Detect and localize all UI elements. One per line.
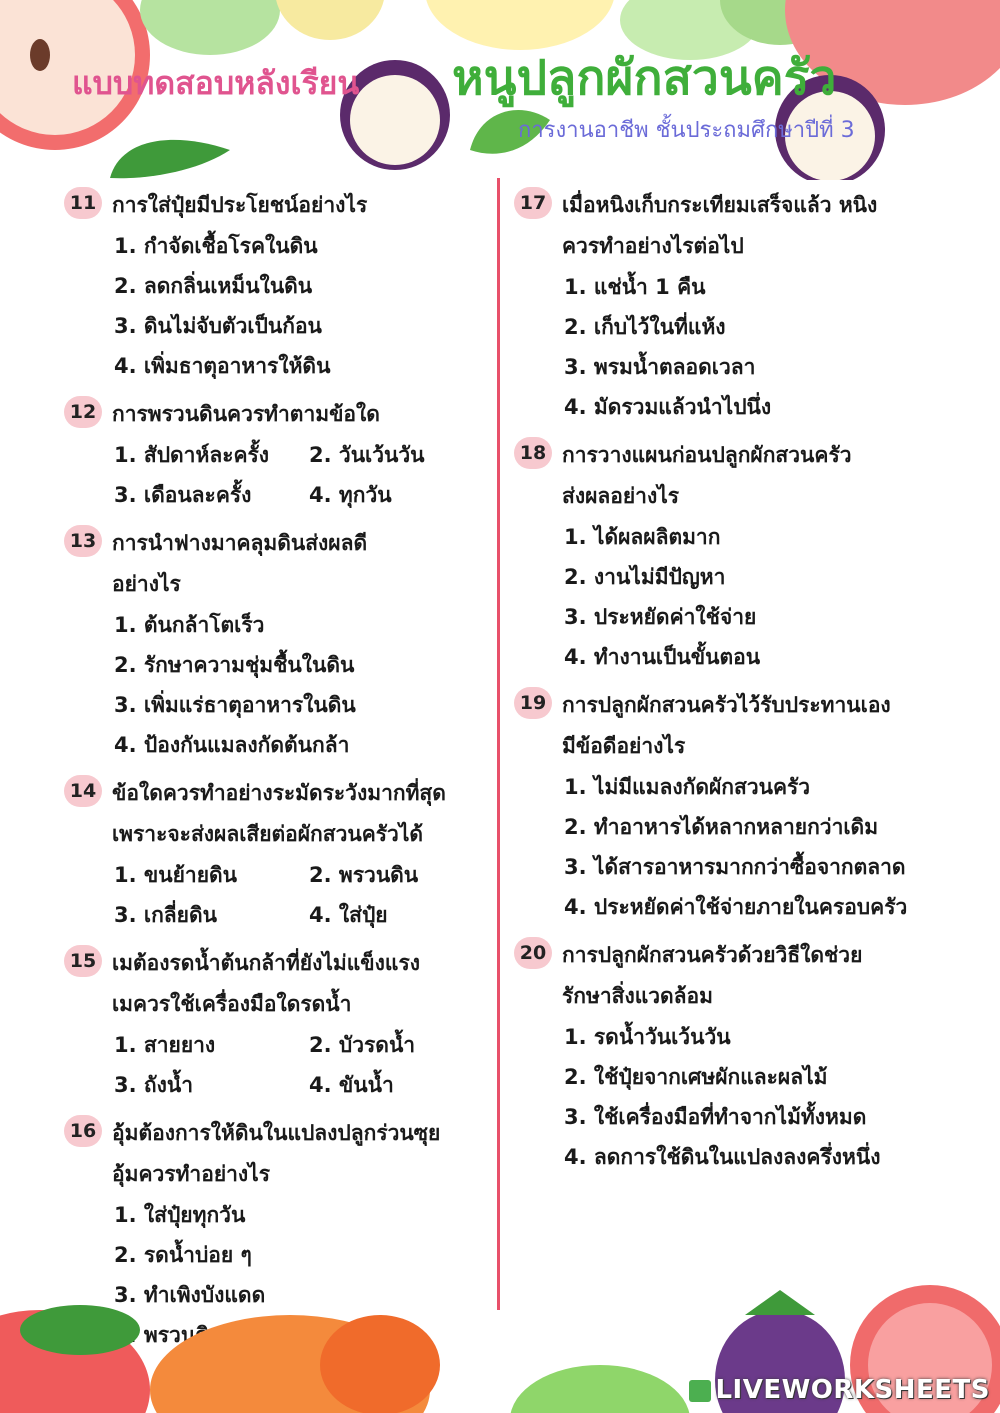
answer-option[interactable]: 3. ทำเพิงบังแดด <box>114 1283 266 1307</box>
question-text-line: อุ้มควรทำอย่างไร <box>112 1162 271 1186</box>
question-text-line: รักษาสิ่งแวดล้อม <box>562 984 713 1008</box>
question-text-line: อย่างไร <box>112 572 181 596</box>
leaf-icon <box>110 140 230 178</box>
question-12 <box>64 394 489 515</box>
answer-option[interactable]: 3. เพิ่มแร่ธาตุอาหารในดิน <box>114 693 356 717</box>
answer-option[interactable]: 2. ใช้ปุ๋ยจากเศษผักและผลไม้ <box>564 1065 828 1089</box>
question-text-line: เมต้องรดน้ำต้นกล้าที่ยังไม่แข็งแรง <box>112 951 420 975</box>
answer-option[interactable]: 1. สัปดาห์ละครั้ง <box>114 443 270 467</box>
answer-option[interactable]: 2. วันเว้นวัน <box>309 443 425 467</box>
question-text-line: มีข้อดีอย่างไร <box>562 734 686 758</box>
answer-option[interactable]: 1. ใส่ปุ๋ยทุกวัน <box>114 1203 246 1227</box>
answer-option[interactable]: 4. ประหยัดค่าใช้จ่ายภายในครอบครัว <box>564 895 908 919</box>
cabbage-icon <box>140 0 280 55</box>
answer-options <box>114 435 489 515</box>
question-14 <box>64 773 489 935</box>
question-15 <box>64 943 489 1105</box>
question-number-badge: 17 <box>514 187 552 219</box>
question-text <box>562 185 877 267</box>
question-text <box>562 435 852 517</box>
answer-options <box>564 517 944 677</box>
question-text-line: การวางแผนก่อนปลูกผักสวนครัว <box>562 443 852 467</box>
question-number-badge: 11 <box>64 187 102 219</box>
answer-option[interactable]: 2. เก็บไว้ในที่แห้ง <box>564 315 726 339</box>
question-number-badge: 19 <box>514 687 552 719</box>
answer-option[interactable]: 4. ทำงานเป็นขั้นตอน <box>564 645 761 669</box>
answer-option[interactable]: 3. ดินไม่จับตัวเป็นก้อน <box>114 314 322 338</box>
answer-option[interactable]: 4. มัดรวมแล้วนำไปนึ่ง <box>564 395 772 419</box>
melon-icon <box>510 1365 690 1413</box>
question-text-line: ข้อใดควรทำอย่างระมัดระวังมากที่สุด <box>112 781 446 805</box>
answer-option[interactable]: 1. ต้นกล้าโตเร็ว <box>114 613 265 637</box>
answer-option[interactable]: 4. ทุกวัน <box>309 483 392 507</box>
answer-option[interactable]: 1. ได้ผลผลิตมาก <box>564 525 721 549</box>
answer-options <box>564 1017 944 1177</box>
title-left: แบบทดสอบหลังเรียน <box>72 64 360 102</box>
answer-option[interactable]: 4. ใส่ปุ๋ย <box>309 903 388 927</box>
answer-option[interactable]: 3. ถังน้ำ <box>114 1073 194 1097</box>
answer-option[interactable]: 2. ทำอาหารได้หลากหลายกว่าเดิม <box>564 815 879 839</box>
answer-option[interactable]: 4. ป้องกันแมลงกัดต้นกล้า <box>114 733 350 757</box>
answer-option[interactable]: 2. รักษาความชุ่มชื้นในดิน <box>114 653 355 677</box>
question-number-badge: 20 <box>514 937 552 969</box>
answer-option[interactable]: 2. งานไม่มีปัญหา <box>564 565 726 589</box>
question-text <box>562 685 891 767</box>
answer-option[interactable]: 1. ขนย้ายดิน <box>114 863 238 887</box>
answer-option[interactable]: 1. ไม่มีแมลงกัดผักสวนครัว <box>564 775 811 799</box>
question-text-line: เพราะจะส่งผลเสียต่อผักสวนครัวได้ <box>112 822 424 846</box>
answer-option[interactable]: 2. รดน้ำบ่อย ๆ <box>114 1243 252 1267</box>
answer-option[interactable]: 4. ลดการใช้ดินในแปลงลงครึ่งหนึ่ง <box>564 1145 881 1169</box>
question-number-badge: 16 <box>64 1115 102 1147</box>
question-text <box>112 943 420 1025</box>
question-17 <box>514 185 944 427</box>
answer-option[interactable]: 4. เพิ่มธาตุอาหารให้ดิน <box>114 354 331 378</box>
question-column-left <box>64 185 489 1363</box>
answer-option[interactable]: 3. พรมน้ำตลอดเวลา <box>564 355 756 379</box>
question-text-line: การปลูกผักสวนครัวด้วยวิธีใดช่วย <box>562 943 863 967</box>
question-text <box>562 935 862 1017</box>
answer-option[interactable]: 3. เดือนละครั้ง <box>114 483 252 507</box>
answer-option[interactable]: 1. กำจัดเชื้อโรคในดิน <box>114 234 318 258</box>
answer-option[interactable]: 3. เกลี่ยดิน <box>114 903 217 927</box>
question-text-line: การใส่ปุ๋ยมีประโยชน์อย่างไร <box>112 193 368 217</box>
answer-options <box>564 267 944 427</box>
question-number-badge: 15 <box>64 945 102 977</box>
question-number-badge: 18 <box>514 437 552 469</box>
question-text-line: เมควรใช้เครื่องมือใดรดน้ำ <box>112 992 352 1016</box>
question-text-line: ควรทำอย่างไรต่อไป <box>562 234 744 258</box>
question-13 <box>64 523 489 765</box>
answer-option[interactable]: 1. รดน้ำวันเว้นวัน <box>564 1025 731 1049</box>
answer-options <box>114 1025 489 1105</box>
question-text <box>112 1113 440 1195</box>
subtitle: การงานอาชีพ ชั้นประถมศึกษาปีที่ 3 <box>518 118 855 143</box>
question-column-right <box>514 185 944 1185</box>
question-text-line: เมื่อหนิงเก็บกระเทียมเสร็จแล้ว หนิง <box>562 193 878 217</box>
question-text-line: ส่งผลอย่างไร <box>562 484 680 508</box>
question-number-badge: 14 <box>64 775 102 807</box>
question-20 <box>514 935 944 1177</box>
question-number-badge: 13 <box>64 525 102 557</box>
answer-option[interactable]: 3. ได้สารอาหารมากกว่าซื้อจากตลาด <box>564 855 906 879</box>
answer-options <box>114 605 489 765</box>
question-text <box>112 185 367 226</box>
question-text-line: อุ้มต้องการให้ดินในแปลงปลูกร่วนซุย <box>112 1121 441 1145</box>
answer-option[interactable]: 1. สายยาง <box>114 1033 216 1057</box>
answer-option[interactable]: 2. พรวนดิน <box>309 863 419 887</box>
question-18 <box>514 435 944 677</box>
column-divider <box>497 178 500 1310</box>
question-11 <box>64 185 489 386</box>
answer-option[interactable]: 2. บัวรดน้ำ <box>309 1033 416 1057</box>
question-text-line: การนำฟางมาคลุมดินส่งผลดี <box>112 531 368 555</box>
answer-options <box>114 226 489 386</box>
question-text-line: การพรวนดินควรทำตามข้อใด <box>112 402 380 426</box>
question-text-line: การปลูกผักสวนครัวไว้รับประทานเอง <box>562 693 891 717</box>
answer-option[interactable]: 3. ใช้เครื่องมือที่ทำจากไม้ทั้งหมด <box>564 1105 867 1129</box>
question-number-badge: 12 <box>64 396 102 428</box>
answer-options <box>114 855 489 935</box>
liveworksheets-logo: LIVEWORKSHEETS <box>689 1375 990 1405</box>
page-title: หนูปลูกผักสวนครัว <box>452 50 837 106</box>
answer-option[interactable]: 4. ขันน้ำ <box>309 1073 394 1097</box>
answer-option[interactable]: 1. แช่น้ำ 1 คืน <box>564 275 706 299</box>
question-text <box>112 773 446 855</box>
question-text <box>112 523 367 605</box>
answer-option[interactable]: 2. ลดกลิ่นเหม็นในดิน <box>114 274 313 298</box>
answer-option[interactable]: 3. ประหยัดค่าใช้จ่าย <box>564 605 757 629</box>
answer-options <box>564 767 944 927</box>
question-text <box>112 394 380 435</box>
question-19 <box>514 685 944 927</box>
